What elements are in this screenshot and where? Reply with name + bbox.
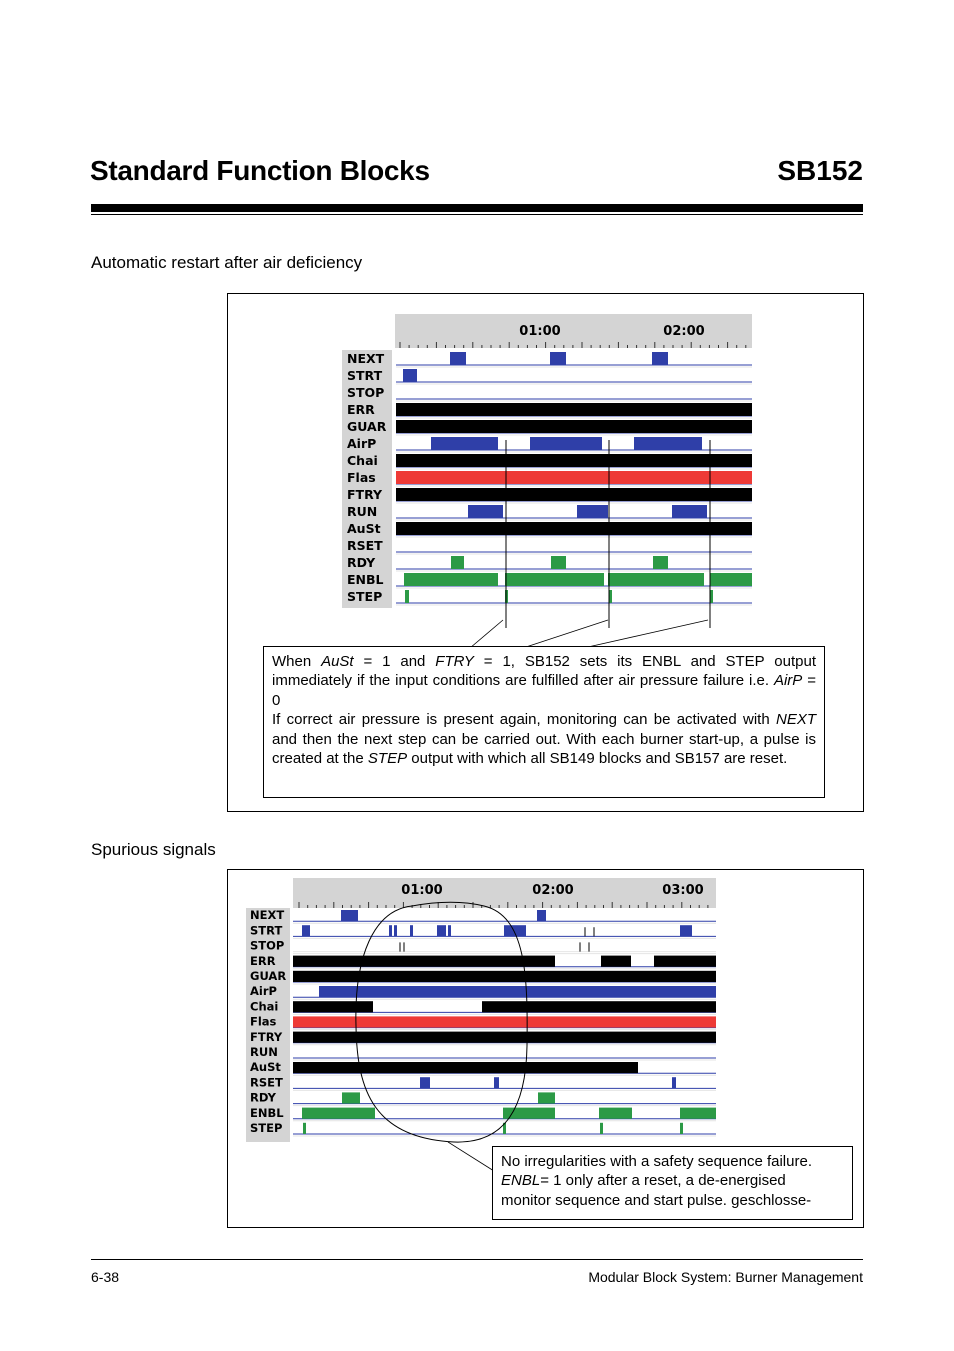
signal-label-chai: Chai: [250, 999, 279, 1014]
signal-label-step: STEP: [347, 589, 383, 604]
signal-label-airp: AirP: [250, 984, 277, 999]
signal-label-flas: Flas: [250, 1014, 277, 1029]
signal-label-rdy: RDY: [250, 1090, 276, 1105]
pulse: [403, 369, 417, 382]
block-code: SB152: [777, 155, 863, 186]
tick-label: 03:00: [662, 883, 704, 898]
signal-label-next: NEXT: [347, 351, 385, 366]
pulse: [404, 573, 498, 586]
pulse: [437, 925, 446, 936]
signal-label-err: ERR: [347, 402, 375, 417]
pulse: [551, 556, 566, 569]
section1-note: When AuSt = 1 and FTRY = 1, SB152 sets its ENBL and STEP output immediately if the input conditions are fulfilled after air pressure failure i.e. AirP = 0 If correct air pressure is present again, monitoring can be activated with NEXT and then the next step can be carried out. With each burner start-up, a pulse is created at the STEP output with which all SB149 blocks and SB157 are reset.: [263, 646, 825, 798]
pulse: [389, 925, 392, 936]
signal-label-guar: GUAR: [250, 969, 287, 983]
pulse: [448, 925, 451, 936]
pulse: [319, 986, 716, 997]
pulse: [577, 505, 608, 518]
tick-label: 02:00: [663, 324, 705, 339]
pulse: [410, 925, 413, 936]
footer-rule: [91, 1259, 863, 1260]
pulse: [652, 352, 668, 365]
pulse: [550, 352, 566, 365]
pulse: [303, 1123, 306, 1134]
header-rule-thin: [91, 214, 863, 215]
pulse: [503, 1108, 555, 1119]
signal-label-aust: AuSt: [250, 1060, 281, 1075]
signal-label-strt: STRT: [250, 923, 283, 938]
signal-label-rset: RSET: [347, 538, 383, 553]
signal-label-enbl: ENBL: [347, 572, 384, 587]
pulse: [396, 420, 752, 433]
section2-heading: Spurious signals: [91, 840, 216, 859]
pulse: [431, 437, 498, 450]
pulse: [504, 925, 526, 936]
signal-label-strt: STRT: [347, 368, 383, 383]
section2-note: No irregularities with a safety sequence failure. ENBL= 1 only after a reset, a de-energised monitor sequence and start pulse. geschlosse-: [492, 1146, 853, 1220]
pulse: [680, 1123, 683, 1134]
pulse: [451, 556, 464, 569]
pulse: [710, 573, 752, 586]
pulse: [396, 454, 752, 467]
pulse: [293, 971, 716, 982]
pulse: [600, 1123, 603, 1134]
pulse: [396, 403, 752, 416]
signal-label-ftry: FTRY: [250, 1029, 283, 1044]
pulse: [538, 1092, 555, 1103]
pulse: [468, 505, 503, 518]
signal-label-guar: GUAR: [347, 419, 387, 434]
pulse: [672, 1077, 676, 1088]
signal-label-run: RUN: [250, 1045, 278, 1059]
pulse: [420, 1077, 430, 1088]
signal-traces: [293, 910, 716, 1136]
signal-label-rdy: RDY: [347, 555, 376, 570]
section1-heading: Automatic restart after air deficiency: [91, 253, 363, 272]
pulse: [494, 1077, 499, 1088]
pulse: [293, 1062, 638, 1073]
pulse: [302, 925, 310, 936]
tick-label: 02:00: [532, 883, 574, 898]
pulse: [634, 437, 702, 450]
pulse: [342, 1092, 360, 1103]
signal-label-aust: AuSt: [347, 521, 381, 536]
timing-diagram-1: [340, 312, 754, 630]
signal-label-flas: Flas: [347, 470, 376, 485]
pulse: [394, 925, 397, 936]
signal-traces: [396, 352, 752, 605]
pulse: [672, 505, 707, 518]
timing-diagram-2: [244, 876, 718, 1144]
footer-title: Modular Block System: Burner Management: [588, 1269, 863, 1285]
pulse: [680, 925, 692, 936]
pulse: [599, 1108, 632, 1119]
pulse: [293, 1001, 373, 1012]
signal-label-stop: STOP: [347, 385, 385, 400]
signal-label-err: ERR: [250, 953, 276, 968]
pulse: [654, 956, 716, 967]
signal-label-rset: RSET: [250, 1075, 283, 1090]
pulse: [396, 522, 752, 535]
page-title: Standard Function Blocks: [90, 155, 430, 186]
signal-label-airp: AirP: [347, 436, 377, 451]
signal-label-enbl: ENBL: [250, 1105, 284, 1120]
pulse: [505, 573, 604, 586]
pulse: [396, 471, 752, 484]
signal-label-next: NEXT: [250, 908, 285, 923]
signal-label-step: STEP: [250, 1121, 283, 1135]
signal-label-ftry: FTRY: [347, 487, 383, 502]
pulse: [608, 573, 704, 586]
pulse: [405, 590, 409, 603]
pulse: [302, 1108, 375, 1119]
page-number: 6-38: [91, 1269, 120, 1285]
signal-label-stop: STOP: [250, 938, 285, 953]
pulse: [680, 1108, 716, 1119]
pulse: [293, 956, 555, 967]
signal-label-chai: Chai: [347, 453, 378, 468]
tick-label: 01:00: [519, 324, 561, 339]
header-rule-thick: [91, 204, 863, 212]
signal-label-run: RUN: [347, 504, 378, 519]
callout-leader-2: [440, 1138, 500, 1178]
time-ruler: [293, 878, 716, 908]
pulse: [601, 956, 631, 967]
pulse: [537, 910, 546, 921]
pulse: [450, 352, 466, 365]
pulse: [530, 437, 602, 450]
pulse: [482, 1001, 716, 1012]
pulse: [341, 910, 358, 921]
pulse: [396, 488, 752, 501]
tick-label: 01:00: [401, 883, 443, 898]
pulse: [653, 556, 668, 569]
